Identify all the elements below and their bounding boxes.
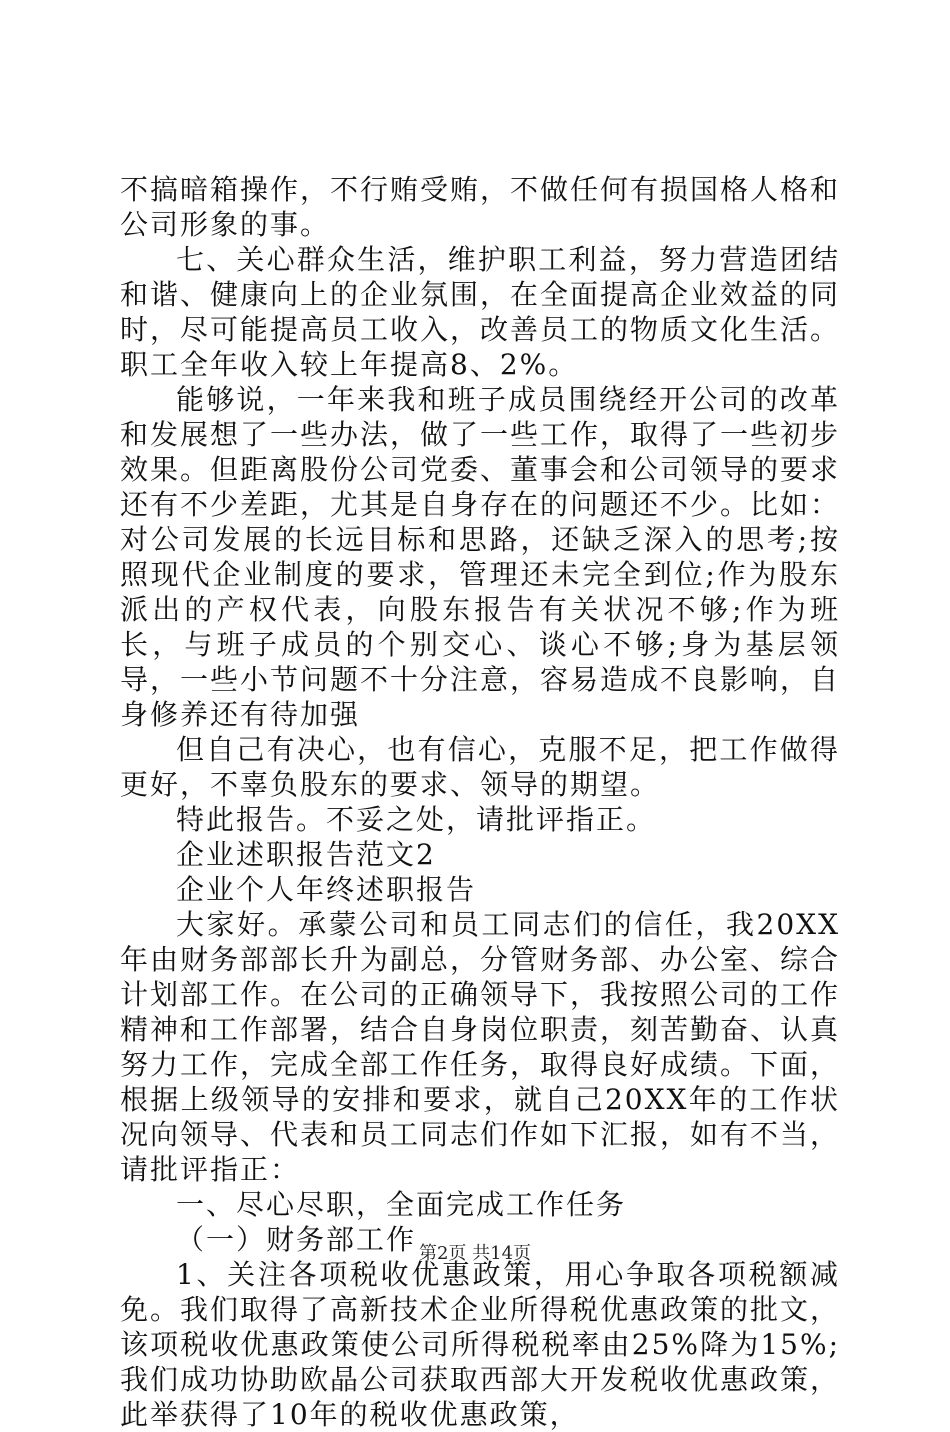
heading-finance-department: （一）财务部工作: [176, 1223, 417, 1256]
paragraph-tax-policy: 1、关注各项税收优惠政策，用心争取各项税额减免。我们取得了高新技术企业所得税优惠政策的批文，该项税收优惠政策使公司所得税税率由25%降为15%;我们成功协助欧晶公司获取西部大开发税收优惠政策，此举获得了10年的税收优惠政策，: [120, 1258, 841, 1431]
heading-section-one: 一、尽心尽职，全面完成工作任务: [176, 1188, 627, 1221]
paragraph-greeting: 大家好。承蒙公司和员工同志们的信任，我20XX年由财务部部长升为副总，分管财务部、办公室、综合计划部工作。在公司的正确领导下，我按照公司的工作精神和工作部署，结合自身岗位职责，刻苦勤奋、认真努力工作，完成全部工作任务，取得良好成绩。下面，根据上级领导的安排和要求，就自己20XX年的工作状况向领导、代表和员工同志们作如下汇报，如有不当，请批评指正：: [120, 908, 841, 1186]
paragraph-shortcomings: 能够说，一年来我和班子成员围绕经开公司的改革和发展想了一些办法，做了一些工作，取得了一些初步效果。但距离股份公司党委、董事会和公司领导的要求还有不少差距，尤其是自身存在的问题还不少。比如：对公司发展的长远目标和思路，还缺乏深入的思考;按照现代企业制度的要求，管理还未完全到位;作为股东派出的产权代表，向股东报告有关状况不够;作为班长，与班子成员的个别交心、谈心不够;身为基层领导，一些小节问题不十分注意，容易造成不良影响，自身修养还有待加强: [120, 383, 841, 731]
page-number-footer: 第2页 共14页: [418, 1243, 532, 1264]
paragraph-continuation: 不搞暗箱操作，不行贿受贿，不做任何有损国格人格和公司形象的事。: [120, 173, 841, 241]
paragraph-closing: 特此报告。不妥之处，请批评指正。: [176, 803, 657, 836]
paragraph-item-seven: 七、关心群众生活，维护职工利益，努力营造团结和谐、健康向上的企业氛围，在全面提高企业效益的同时，尽可能提高员工收入，改善员工的物质文化生活。职工全年收入较上年提高8、2%。: [120, 243, 841, 381]
section-heading-sample-2: 企业述职报告范文2: [176, 838, 436, 871]
report-title: 企业个人年终述职报告: [176, 873, 477, 906]
paragraph-resolution: 但自己有决心，也有信心，克服不足，把工作做得更好，不辜负股东的要求、领导的期望。: [120, 733, 840, 801]
